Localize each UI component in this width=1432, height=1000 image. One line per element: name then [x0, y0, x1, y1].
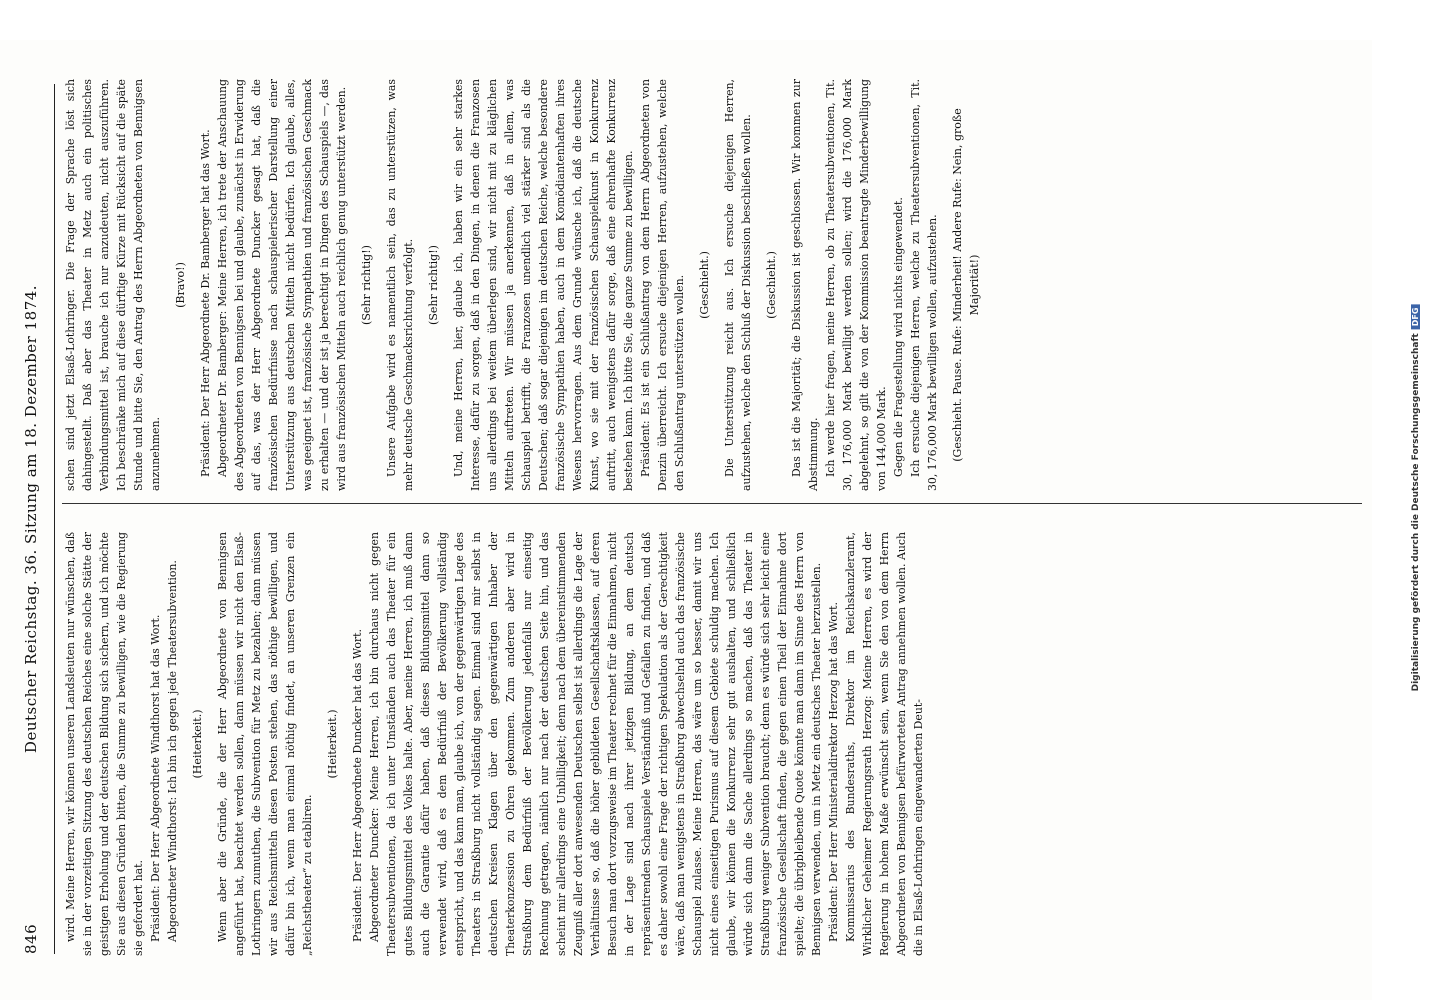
paragraph: Kommissarius des Bundesraths, Direktor im Reichskanzleramt, Wirklicher Geheimer Regierungsrath Herzog: Meine Herren, es wird der Regierung in hohem Maße erwünscht sein, wenn Sie den von dem Herrn Abgeordneten von Bennigsen befürworteten Antrag annehmen wollen. Auch die in Elsaß-Lothringen eingewanderten Deut- [844, 532, 925, 956]
paragraph: Präsident: Der Herr Abgeordnete Windthorst hat das Wort. [149, 614, 162, 942]
dfg-logo: DFG [1411, 305, 1420, 330]
paragraph: Unsere Aufgabe wird es namentlich sein, das zu unterstützen, was mehr deutsche Geschmacksrichtung verfolgt. [385, 79, 415, 491]
left-column [62, 532, 927, 956]
paragraph: Abgeordneter Windthorst: Ich bin ich gegen jede Theatersubvention. [166, 560, 179, 942]
paragraph: Präsident: Der Herr Abgeordnete Duncker hat das Wort. [351, 629, 364, 942]
paragraph: Präsident: Der Herr Ministerialdirektor Herzog hat das Wort. [827, 601, 840, 942]
paragraph: Abgeordneter Duncker: Meine Herren, ich bin durchaus nicht gegen Theatersubventionen, da ich unter Umständen auch das Theater für ein gutes Bildungsmittel des Volkes halte. Aber, meine Herren, ich muß dann auch die Garantie dafür haben, daß dieses Bildungsmittel dann so verwendet wird, daß es dem Bedürfniß der Bevölkerung vollständig entspricht, und das kann man, glaube ich, von der gegenwärtigen Lage des Theaters in Straßburg nicht vollständig sagen. Einmal sind mir selbst in deutschen Kreisen Klagen über den gegenwärtigen Inhaber der Theaterkonzession zu Ohren gekommen. Zum anderen aber wird in Straßburg dem Bedürfniß der Bevölkerung jedenfalls nur einseitig Rechnung getragen, nämlich nur nach der deutschen Seite hin, und das scheint mir allerdings eine Unbilligkeit; denn nach dem übereinstimmenden Zeugniß aller dort anwesenden Deutschen selbst ist allerdings die Lage der Verhältnisse so, daß die höher gebildeten Gesellschaftsklassen, auf deren Besuch man dort vorzugsweise im Theater rechnet für die Einnahmen, nicht in der Lage sind nach ihrer jetzigen Bildung, an dem deutsch repräsentirenden Schauspiele Verständniß und Gefallen zu finden, und daß es daher sowohl eine Frage der richtigen Spekulation als der Gerechtigkeit wäre, daß man wenigstens in Straßburg abwechselnd auch das französische Schauspiel zulasse. Meine Herren, das wäre um so besser, damit wir uns nicht eines einseitigen Purismus auf diesem Gebiete schuldig machen. Ich glaube, wir können die Konkurrenz sehr gut aushalten, und schließlich würde sich dann die Sache allerdings so machen, daß das Theater in Straßburg weniger Subvention braucht; denn es würde sich sehr leicht eine französische Gesellschaft finden, die gegen einen Theil der Einnahme dort spielte; die übrigbleibende Quote könnte man dann im Sinne des Herrn von Bennigsen verwenden, um in Metz ein deutsches Theater herzustellen. [368, 532, 823, 956]
paragraph: Das ist die Majorität; die Diskussion ist geschlossen. Wir kommen zur Abstimmung. [790, 79, 820, 491]
page-header [14, 84, 55, 954]
paragraph: Abgeordneter Dr. Bamberger: Meine Herren, ich trete der Anschauung des Abgeordneten von Bennigsen bei und glaube, zunächst in Erwiderung auf das, was der Herr Abgeordnete Duncker gesagt hat, daß die französischen Bedürfnisse nach schauspielerischer Darstellung einer Unterstützung aus deutschen Mitteln nicht bedürfen. Ich glaube, alles, was geeignet ist, französische Sympathien und französischen Geschmack zu erhalten — und der ist ja berechtigt in Dingen des Schauspiels —, das wird aus französischen Mitteln auch reichlich genug unterstützt werden. [216, 79, 348, 491]
paragraph: Präsident: Der Herr Abgeordnete Dr. Bamberger hat das Wort. [199, 129, 212, 477]
paragraph: Gegen die Fragestellung wird nichts eingewendet. [892, 197, 905, 477]
page-number: 846 [22, 923, 40, 954]
interjection: (Geschieht.) [765, 251, 778, 319]
interjection: (Geschieht. Pause. Rufe: Minderheit! Andere Rufe: Nein, große Majorität!) [951, 108, 981, 462]
paragraph: schen sind jetzt Elsaß-Lothringer. Die Frage der Sprache löst sich dahingestellt. Daß aber das Theater in Metz auch ein politisches Verbindungsmittel ist, brauche ich nur anzudeuten, nicht auszuführen. Ich beschränke mich auf diese dürftige Kürze mit Rücksicht auf die späte Stunde und bitte Sie, den Antrag des Herrn Abgeordneten von Bennigsen anzunehmen. [64, 79, 162, 491]
right-column [62, 79, 1362, 504]
dfg-stamp-text: Digitalisierung gefördert durch die Deutsche Forschungsgemeinschaft [1411, 333, 1421, 692]
interjection: (Sehr richtig!) [360, 245, 373, 325]
paragraph: Ich ersuche diejenigen Herren, welche zu Theatersubventionen, Tit. 30, 176,000 Mark bewilligen wollen, aufzustehen. [909, 79, 939, 491]
paragraph: Die Unterstützung reicht aus. Ich ersuche diejenigen Herren, aufzustehen, welche den Schluß der Diskussion beschließen wollen. [723, 79, 753, 491]
paragraph: Und, meine Herren, hier, glaube ich, haben wir ein sehr starkes Interesse, dafür zu sorgen, daß in den Dingen, in denen die Franzosen uns allerdings bei weitem überlegen sind, wir nicht mit zu kläglichen Mitteln auftreten. Wir müssen ja anerkennen, daß in allem, was Schauspiel betrifft, die Franzosen unendlich viel stärker sind als die Deutschen; daß sogar diejenigen im deutschen Reiche, welche besondere französische Sympathien haben, auch in dem Komödiantenhaften ihres Wesens hervorragen. Aus dem Grunde wünsche ich, daß die deutsche Kunst, wo sie mit der französischen Schauspielkunst in Konkurrenz auftritt, auch wenigstens dafür sorge, daß eine ehrenhafte Konkurrenz bestehen kann. Ich bitte Sie, die ganze Summe zu bewilligen. [452, 79, 635, 491]
interjection: (Geschieht.) [698, 251, 711, 319]
interjection: (Bravo!) [174, 262, 187, 308]
paragraph: Ich werde hier fragen, meine Herren, ob zu Theatersubventionen, Tit. 30, 176,000 Mark bewilligt werden sollen; wird die 176,000 Mark abgelehnt, so gilt die von der Kommission beantragte Minderbewilligung von 144,000 Mark. [824, 79, 888, 491]
paragraph: Präsident: Es ist ein Schlußantrag von dem Herrn Abgeordneten von Denzin überreicht. Ich ersuche diejenigen Herren, aufzustehen, welche den Schlußantrag unterstützen wollen. [639, 79, 686, 491]
paragraph: wird. Meine Herren, wir können unseren Landsleuten nur wünschen, daß sie in der vorzeitigen Sitzung des deutschen Reiches eine solche Stätte der geistigen Erholung und der deutschen Bildung sich sichern, und ich möchte Sie aus diesen Gründen bitten, die Summe zu bewilligen, wie die Regierung sie gefordert hat. [64, 532, 145, 956]
paragraph: Wenn aber die Gründe, die der Herr Abgeordnete von Bennigsen angeführt hat, beachtet werden sollen, dann müssen wir nicht den Elsaß-Lothringern zumuthen, die Subvention für Metz zu bezahlen; dann müssen wir aus Reichsmitteln diesen Posten stehen, das nöthige bewilligen, und dafür bin ich, wenn man einmal nöthig findet, an unseren Grenzen ein „Reichstheater“ zu etabliren. [216, 532, 314, 956]
running-title: Deutscher Reichstag. 36. Sitzung am 18. Dezember 1874. [22, 284, 40, 754]
interjection: (Heiterkeit.) [191, 709, 204, 779]
interjection: (Sehr richtig!) [427, 245, 440, 325]
scanned-page [0, 40, 1372, 1000]
dfg-stamp [1411, 305, 1421, 692]
interjection: (Heiterkeit.) [326, 709, 339, 779]
